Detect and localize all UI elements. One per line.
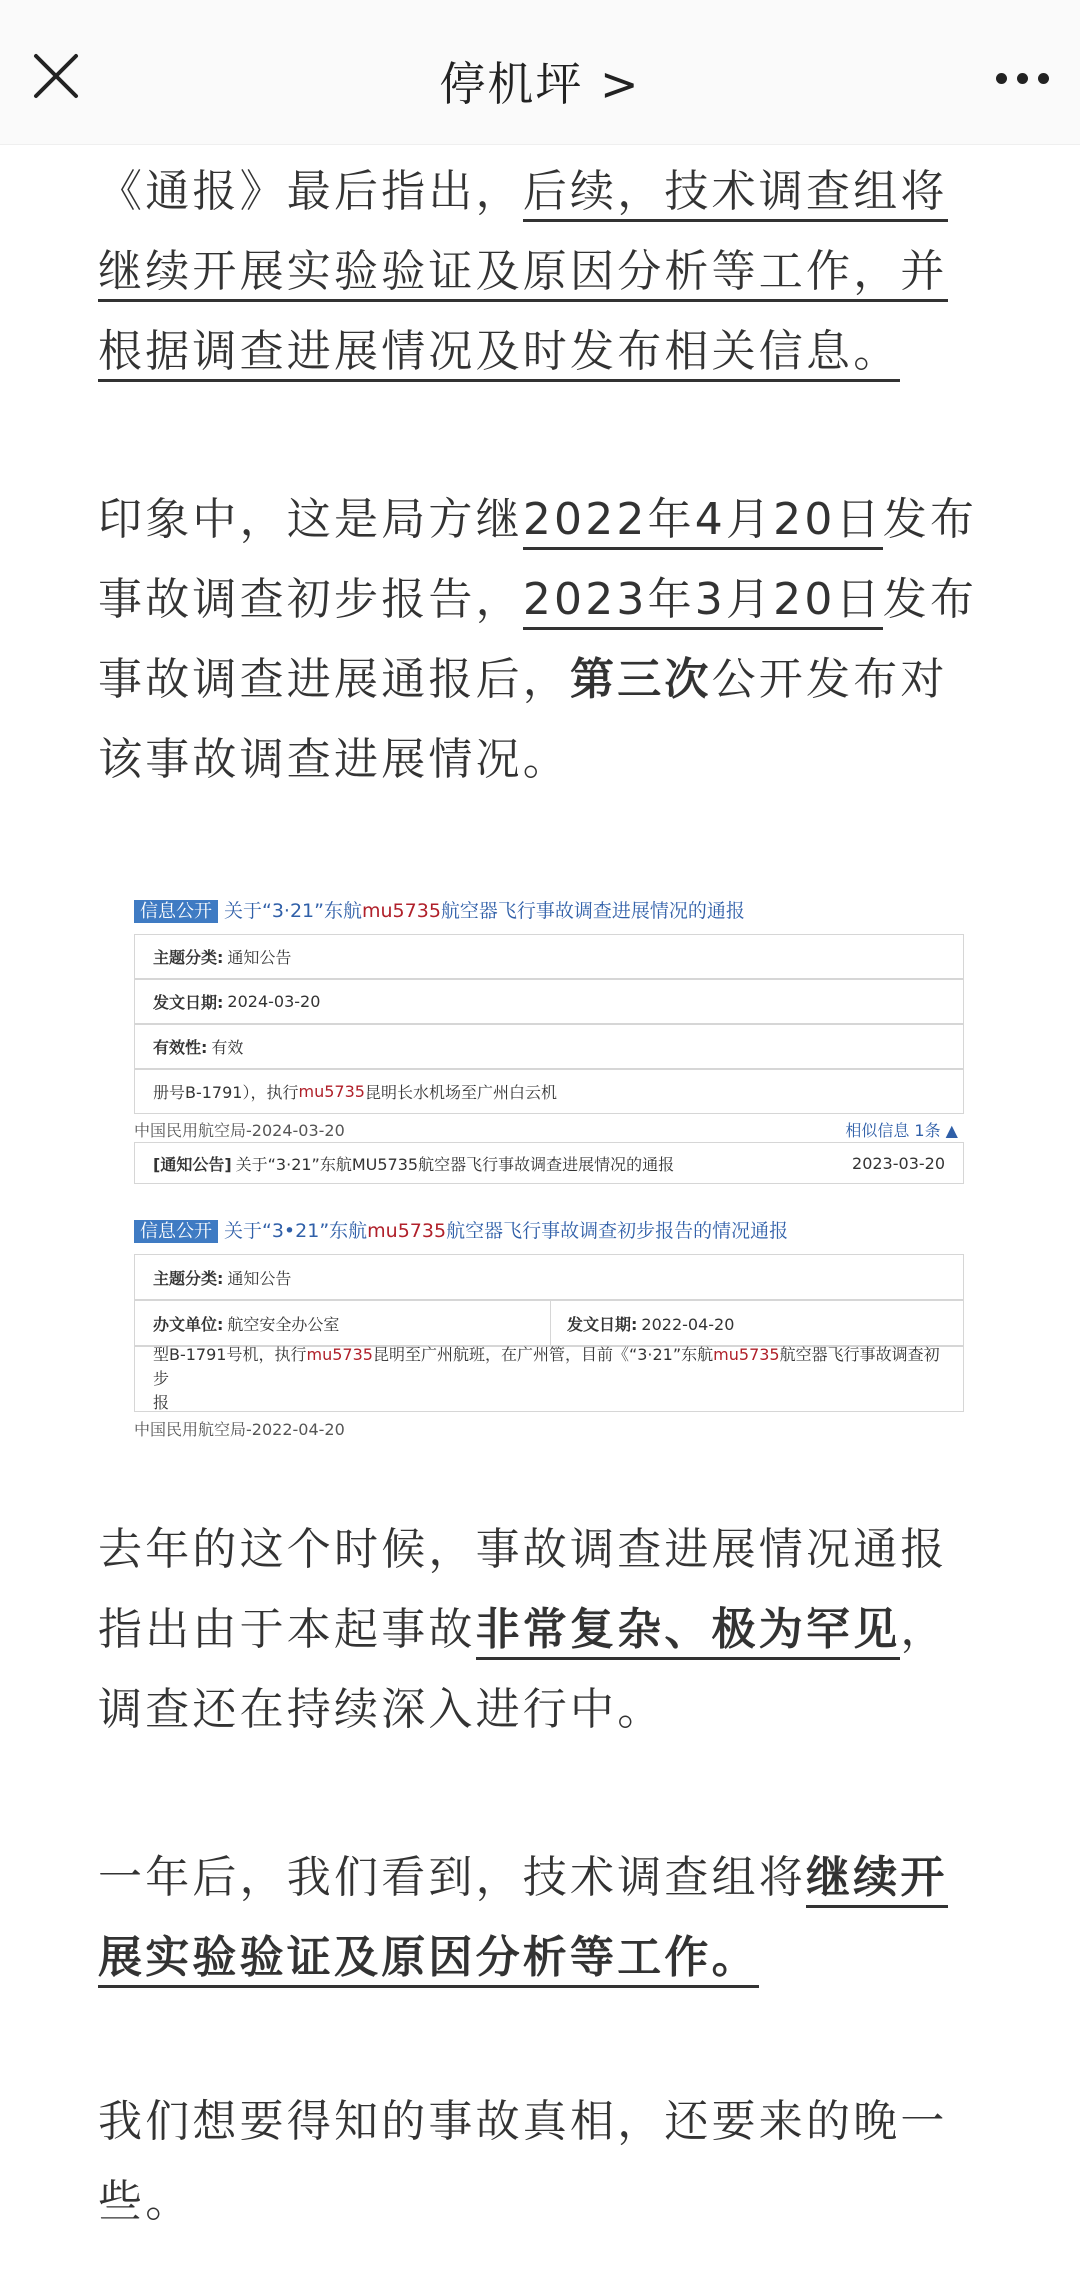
notice2-snippet: 型B-1791号机，执行mu5735昆明至广州航班，在广州管，目前《“3·21”东航mu5735航空器飞行事故调查初步 报: [134, 1346, 964, 1412]
bold-underlined-text: 继续开展实验验证及原因分析等工作。: [98, 1852, 948, 1988]
top-navigation-bar: [0, 0, 1080, 145]
similar-item-row[interactable]: [通知公告] 关于“3·21”东航MU5735航空器飞行事故调查进展情况的通报 2023-03-20: [134, 1142, 964, 1184]
account-name-link[interactable]: 停机坪 >: [439, 57, 641, 111]
notice1-row-validity: 有效性: 有效: [134, 1024, 964, 1069]
article-paragraph-5: 我们想要得知的事故真相，还要来的晚一些。: [98, 2096, 948, 2227]
article-paragraph-3: 去年的这个时候，事故调查进展情况通报指出由于本起事故非常复杂、极为罕见，调查还在持续深入进行中。: [98, 1524, 948, 1735]
notice1-row-date: 发文日期: 2024-03-20: [134, 979, 964, 1024]
notice1-row-category: 主题分类: 通知公告: [134, 934, 964, 979]
more-horizontal-icon: [996, 73, 1007, 84]
notice-title-1[interactable]: 信息公开 关于“3·21”东航mu5735航空器飞行事故调查进展情况的通报: [134, 896, 745, 923]
underlined-date-2022: 2022年4月20日: [523, 494, 883, 550]
underlined-text: 后续，技术调查组将继续开展实验验证及原因分析等工作，并根据调查进展情况及时发布相关信息。: [98, 166, 948, 382]
notice2-source: 中国民用航空局-2022-04-20: [134, 1420, 345, 1439]
bold-text: 第三次: [570, 654, 712, 705]
bold-underlined-text: 非常复杂、极为罕见: [476, 1604, 901, 1660]
notice1-source: 中国民用航空局-2024-03-20: [134, 1121, 345, 1140]
more-options-button[interactable]: [986, 50, 1058, 106]
info-tag: 信息公开: [134, 1220, 218, 1243]
notice2-row-unit-date: 办文单位: 航空安全办公室 发文日期: 2022-04-20: [134, 1300, 964, 1346]
underlined-date-2023: 2023年3月20日: [523, 574, 883, 630]
article-paragraph-1: 《通报》最后指出，后续，技术调查组将继续开展实验验证及原因分析等工作，并根据调查进展情况及时发布相关信息。: [98, 152, 984, 392]
notice-title-2[interactable]: 信息公开 关于“3•21”东航mu5735航空器飞行事故调查初步报告的情况通报: [134, 1216, 788, 1243]
article-paragraph-4: 一年后，我们看到，技术调查组将继续开展实验验证及原因分析等工作。: [98, 1838, 984, 1998]
info-tag: 信息公开: [134, 900, 218, 923]
notice1-snippet: 册号B-1791），执行 mu5735 昆明长水机场至广州白云机: [134, 1069, 964, 1114]
article-paragraph-2: 印象中，这是局方继2022年4月20日发布事故调查初步报告，2023年3月20日发布事故调查进展通报后，第三次公开发布对该事故调查进展情况。: [98, 494, 978, 785]
embedded-notice-screenshot: [130, 880, 970, 1460]
similar-info-toggle[interactable]: 相似信息 1条 ▲: [845, 1121, 958, 1140]
notice2-row-category: 主题分类: 通知公告: [134, 1254, 964, 1300]
